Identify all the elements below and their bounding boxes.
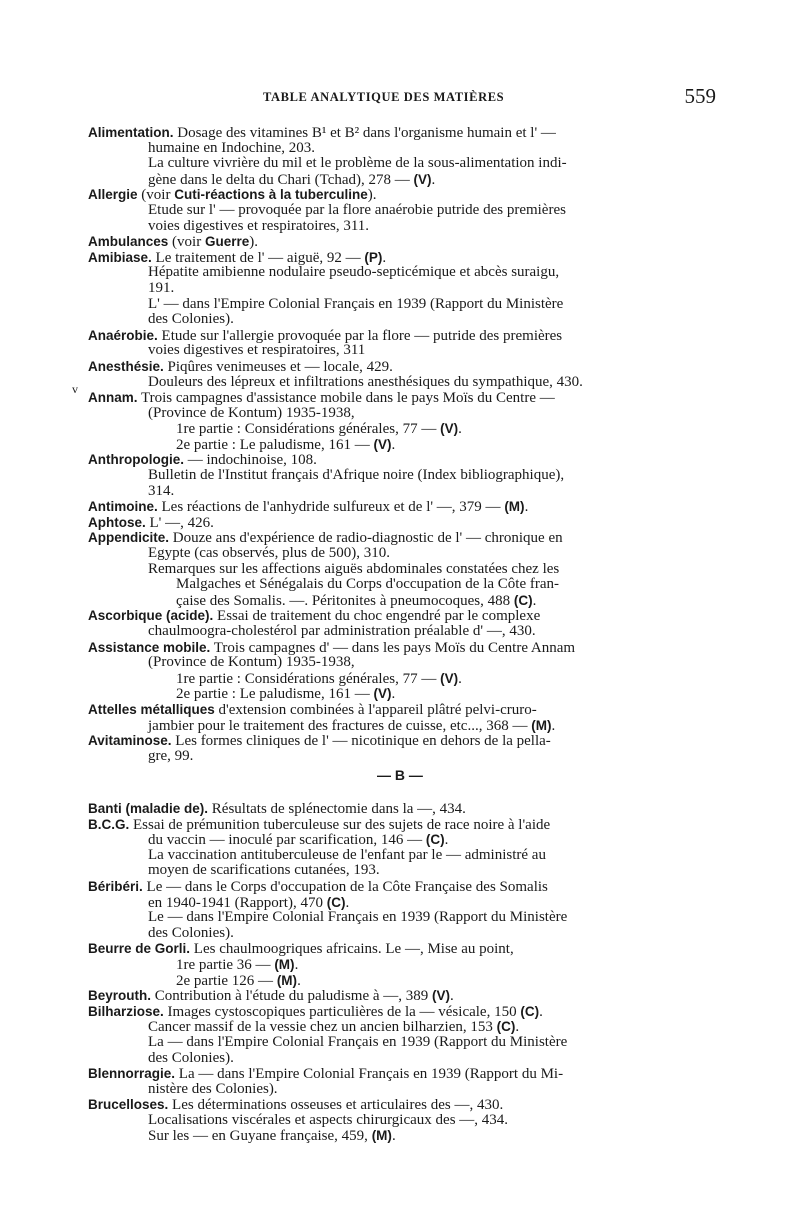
- index-entry-line: [0, 499, 800, 515]
- index-entry: [0, 608, 800, 639]
- entry-text: (voir: [137, 187, 175, 204]
- entry-text-end: ).: [367, 187, 377, 204]
- index-entry-line: [0, 863, 800, 879]
- entry-text: 2e partie 126 —: [176, 972, 277, 989]
- index-entry-heading: Anthropologie.: [88, 452, 184, 468]
- source-code-label: (C): [496, 1019, 516, 1035]
- source-code-label: Guerre: [204, 234, 250, 250]
- entry-text: nistère des Colonies).: [148, 1080, 278, 1097]
- entry-text: humaine en Indochine, 203.: [148, 139, 316, 156]
- source-code-label: (C): [425, 832, 445, 848]
- index-entry-line: [0, 546, 800, 562]
- index-entry-heading: Allergie: [88, 187, 138, 203]
- entry-text: en 1940-1941 (Rapport), 470: [148, 894, 327, 911]
- index-entry-line: [0, 515, 800, 531]
- source-code-label: (M): [274, 956, 295, 972]
- section-heading-b: — B —: [377, 767, 423, 783]
- index-entry-line: [0, 452, 800, 468]
- entry-text: Images cystoscopiques particulières de la — vésicale, 150: [163, 1003, 521, 1020]
- index-entry-line: [0, 608, 800, 624]
- index-entry-heading: Assistance mobile.: [88, 639, 211, 655]
- index-entry-line: [0, 1066, 800, 1082]
- index-entry-line: [0, 530, 800, 546]
- entry-text: du vaccin — inoculé par scarification, 146 —: [148, 832, 426, 849]
- index-entry: [0, 328, 800, 359]
- entry-text: (voir: [168, 234, 205, 251]
- index-entry-line: [0, 832, 800, 848]
- entry-text: 1re partie : Considérations générales, 77 —: [176, 421, 441, 438]
- entry-text-end: .: [297, 972, 301, 989]
- source-code-label: (V): [440, 670, 459, 686]
- entry-text: des Colonies).: [148, 311, 234, 328]
- index-entry-line: [0, 359, 800, 375]
- index-entry: [0, 702, 800, 733]
- index-entry-heading: Ambulances: [88, 234, 169, 250]
- index-entry-line: [0, 281, 800, 297]
- index-entry-line: [0, 941, 800, 957]
- entry-text: Résultats de splénectomie dans la —, 434.: [208, 801, 466, 817]
- index-entry-line: [0, 593, 800, 609]
- entry-text: La — dans l'Empire Colonial Français en 1939 (Rapport du Ministère: [148, 1033, 568, 1050]
- index-entry-line: [0, 468, 800, 484]
- entry-text-end: .: [458, 421, 462, 438]
- index-entry-line: [0, 624, 800, 640]
- index-entry-line: [0, 125, 800, 141]
- index-entry-heading: Amibiase.: [88, 249, 152, 265]
- index-entry-heading: Brucelloses.: [88, 1097, 169, 1113]
- entry-text: Localisations viscérales et aspects chirurgicaux des —, 434.: [148, 1111, 509, 1128]
- entry-text: 191.: [148, 279, 175, 296]
- entry-text: La — dans l'Empire Colonial Français en 1939 (Rapport du Mi-: [175, 1066, 564, 1083]
- entry-text-end: .: [431, 171, 436, 188]
- entry-text: des Colonies).: [148, 1049, 234, 1066]
- index-entry-heading: Bilharziose.: [88, 1003, 164, 1019]
- index-entry-line: [0, 203, 800, 219]
- index-entry-line: [0, 375, 800, 391]
- index-entry: [0, 817, 800, 879]
- index-entry-line: [0, 817, 800, 833]
- entry-text-end: .: [524, 499, 529, 516]
- margin-mark: v: [72, 382, 78, 396]
- entry-text: 314.: [148, 482, 175, 499]
- entry-text-end: .: [539, 1003, 543, 1020]
- source-code-label: (V): [373, 436, 392, 452]
- index-entry: [0, 187, 800, 234]
- entry-text: gre, 99.: [148, 747, 194, 764]
- index-entry-line: [0, 234, 800, 250]
- index-entry-line: [0, 926, 800, 942]
- index-entry-line: [0, 801, 800, 817]
- source-code-label: (C): [513, 592, 533, 608]
- entry-text: Le — dans l'Empire Colonial Français en 1939 (Rapport du Ministère: [148, 909, 568, 926]
- index-entry-line: [0, 1019, 800, 1035]
- source-code-label: (M): [371, 1128, 392, 1144]
- entry-text: chaulmoogra-cholestérol par administration préalable d' —, 430.: [148, 623, 536, 639]
- index-entry-heading: Anaérobie.: [88, 327, 158, 343]
- index-entry-line: [0, 671, 800, 687]
- entry-text: Bulletin de l'Institut français d'Afrique noire (Index bibliographique),: [148, 467, 565, 484]
- entry-text-end: .: [345, 894, 350, 911]
- entry-text: Essai de prémunition tuberculeuse sur des sujets de race noire à l'aide: [129, 816, 551, 833]
- entry-text: Piqûres venimeuses et — locale, 429.: [163, 358, 393, 375]
- entry-text: Hépatite amibienne nodulaire pseudo-septicémique et abcès suraigu,: [148, 264, 560, 281]
- entry-text: d'extension combinées à l'appareil plâtré pelvi-cruro-: [214, 701, 537, 718]
- entry-text: des Colonies).: [148, 924, 234, 941]
- index-entry-line: [0, 1082, 800, 1098]
- index-entry: [0, 359, 800, 390]
- index-entry-line: [0, 265, 800, 281]
- source-code-label: (M): [276, 972, 298, 988]
- entry-text: (Province de Kontum) 1935-1938,: [148, 654, 355, 671]
- section-a-entries: [0, 125, 800, 764]
- index-entry: [0, 941, 800, 988]
- entry-text: 1re partie : Considérations générales, 77 —: [176, 670, 441, 687]
- index-entry-line: [0, 879, 800, 895]
- source-code-label: (M): [531, 717, 552, 733]
- index-entry: [0, 879, 800, 941]
- index-entry: [0, 125, 800, 187]
- entry-text: 2e partie : Le paludisme, 161 —: [176, 686, 374, 703]
- index-entry-line: [0, 156, 800, 172]
- entry-text: Trois campagnes d'assistance mobile dans le pays Moïs du Centre —: [137, 390, 555, 407]
- entry-text-end: .: [391, 1128, 396, 1145]
- entry-text: voies digestives et respiratoires, 311.: [148, 217, 370, 234]
- entry-text: Cancer massif de la vessie chez un ancien bilharzien, 153: [148, 1019, 497, 1036]
- entry-text: Les réactions de l'anhydride sulfureux et de l' —, 379 —: [157, 499, 505, 516]
- entry-text: çaise des Somalis. —. Péritonites à pneumocoques, 488: [176, 592, 514, 609]
- index-entry-line: [0, 1035, 800, 1051]
- index-entry-heading: Alimentation.: [88, 125, 174, 140]
- index-entry-line: [0, 141, 800, 157]
- source-code-label: Cuti-réactions à la tuberculine: [174, 187, 368, 203]
- entry-text: Le traitement de l' — aiguë, 92 —: [151, 249, 365, 266]
- index-entry-line: [0, 437, 800, 453]
- index-entry-heading: Beyrouth.: [88, 988, 152, 1004]
- entry-text-end: .: [515, 1019, 520, 1036]
- entry-text-end: ).: [249, 234, 258, 251]
- source-code-label: (V): [432, 988, 451, 1004]
- index-entry-line: [0, 973, 800, 989]
- index-entry-line: [0, 312, 800, 328]
- index-entry-heading: Ascorbique (acide).: [88, 608, 214, 624]
- index-entry-line: [0, 640, 800, 656]
- entry-text-end: .: [444, 832, 449, 849]
- entry-text: Le — dans le Corps d'occupation de la Côte Française des Somalis: [142, 878, 548, 895]
- index-entry: [0, 530, 800, 608]
- index-entry-heading: Anesthésie.: [88, 358, 164, 374]
- index-entry-line: [0, 172, 800, 188]
- index-entry-heading: Aphtose.: [88, 514, 146, 530]
- index-entry: [0, 250, 800, 328]
- index-entry: [0, 801, 800, 817]
- source-code-label: (V): [440, 421, 459, 437]
- index-entry-line: [0, 421, 800, 437]
- entry-text: moyen de scarifications cutanées, 193.: [148, 862, 380, 879]
- index-entry-line: [0, 1113, 800, 1129]
- entry-text-end: .: [391, 436, 396, 453]
- index-entry-line: [0, 655, 800, 671]
- entry-text: L' —, 426.: [145, 514, 214, 531]
- index-entry-line: [0, 686, 800, 702]
- index-entry-line: [0, 749, 800, 765]
- index-entry-heading: Blennorragie.: [88, 1066, 176, 1082]
- index-entry: [0, 733, 800, 764]
- index-entry-line: [0, 988, 800, 1004]
- index-entry: [0, 640, 800, 702]
- index-entry-line: [0, 895, 800, 911]
- entry-text: voies digestives et respiratoires, 311: [148, 342, 366, 359]
- source-code-label: (V): [373, 686, 392, 702]
- entry-text-end: .: [458, 670, 462, 687]
- index-entry-heading: Beurre de Gorli.: [88, 941, 191, 957]
- index-entry-line: [0, 910, 800, 926]
- entry-text: Trois campagnes d' — dans les pays Moïs du Centre Annam: [210, 639, 576, 656]
- entry-text: Les chaulmoogriques africains. Le —, Mise au point,: [190, 941, 514, 958]
- entry-text-end: .: [382, 249, 387, 266]
- entry-text-end: .: [551, 717, 556, 734]
- index-entry: [0, 1097, 800, 1144]
- index-entry-line: [0, 957, 800, 973]
- index-entry-heading: B.C.G.: [88, 816, 130, 832]
- entry-text: gène dans le delta du Chari (Tchad), 278 —: [148, 171, 414, 188]
- index-entry-line: [0, 250, 800, 266]
- index-entry-heading: Antimoine.: [88, 499, 158, 515]
- page-number: 559: [684, 84, 716, 108]
- entry-text: Malgaches et Sénégalais du Corps d'occupation de la Côte fran-: [176, 576, 559, 593]
- index-entry-heading: Attelles métalliques: [88, 701, 215, 717]
- index-entry: [0, 234, 800, 250]
- source-code-label: (C): [520, 1003, 540, 1019]
- entry-text: Les formes cliniques de l' — nicotinique en dehors de la pella-: [171, 733, 551, 750]
- index-entry-line: [0, 1097, 800, 1113]
- index-entry-line: [0, 187, 800, 203]
- running-title: TABLE ANALYTIQUE DES MATIÈRES: [263, 90, 505, 104]
- section-b-entries: [0, 801, 800, 1144]
- entry-text: La vaccination antituberculeuse de l'enfant par le — administré au: [148, 846, 546, 863]
- entry-text: — indochinoise, 108.: [183, 452, 317, 469]
- index-entry: [0, 452, 800, 499]
- entry-text: Les déterminations osseuses et articulaires des —, 430.: [168, 1097, 504, 1114]
- entry-text: Douze ans d'expérience de radio-diagnostic de l' — chronique en: [169, 530, 563, 547]
- entry-text: Etude sur l'allergie provoquée par la flore — putride des premières: [157, 327, 563, 344]
- entry-text-end: .: [391, 686, 396, 703]
- entry-text: jambier pour le traitement des fractures de cuisse, etc..., 368 —: [148, 717, 532, 734]
- entry-text: Remarques sur les affections aiguës abdominales constatées chez les: [148, 560, 560, 577]
- source-code-label: (P): [364, 249, 383, 265]
- source-code-label: (V): [413, 171, 432, 187]
- index-entry-line: [0, 848, 800, 864]
- index-entry-heading: Appendicite.: [88, 530, 170, 546]
- index-entry-heading: Avitaminose.: [88, 733, 172, 749]
- index-entry-heading: Béribéri.: [88, 878, 143, 894]
- entry-text: Douleurs des lépreux et infiltrations anesthésiques du sympathique, 430.: [148, 373, 583, 390]
- index-entry-line: [0, 1004, 800, 1020]
- index-entry-heading: Banti (maladie de).: [88, 801, 209, 816]
- entry-text: 1re partie 36 —: [176, 956, 275, 973]
- index-entry: [0, 390, 800, 452]
- index-entry: [0, 1004, 800, 1066]
- index-entry-line: [0, 1051, 800, 1067]
- source-code-label: (M): [504, 499, 525, 515]
- entry-text: (Province de Kontum) 1935-1938,: [148, 404, 355, 421]
- entry-text: Contribution à l'étude du paludisme à —, 389: [151, 988, 433, 1005]
- index-entry-line: [0, 733, 800, 749]
- index-entry-line: [0, 484, 800, 500]
- entry-text-end: .: [450, 988, 454, 1005]
- entry-text: La culture vivrière du mil et le problème de la sous-alimentation indi-: [148, 155, 567, 172]
- index-entry: [0, 499, 800, 515]
- entry-text-end: .: [532, 592, 537, 609]
- index-entry-line: [0, 297, 800, 313]
- index-entry-line: [0, 562, 800, 578]
- entry-text: Egypte (cas observés, plus de 500), 310.: [148, 545, 391, 562]
- entry-text: Etude sur l' — provoquée par la flore anaérobie putride des premières: [148, 201, 566, 218]
- entry-text: Essai de traitement du choc engendré par le complexe: [213, 608, 541, 625]
- page-header: [88, 84, 716, 114]
- index-entry: [0, 988, 800, 1004]
- index-entry-line: [0, 328, 800, 344]
- index-entry-line: [0, 1128, 800, 1144]
- entry-text-end: .: [294, 956, 299, 973]
- index-entry-heading: Annam.: [88, 390, 138, 406]
- index-entry: [0, 1066, 800, 1097]
- index-entry-line: [0, 718, 800, 734]
- index-entry-line: [0, 577, 800, 593]
- index-entry-line: [0, 406, 800, 422]
- entry-text: L' — dans l'Empire Colonial Français en 1939 (Rapport du Ministère: [148, 295, 564, 312]
- index-entry: [0, 515, 800, 531]
- index-entry-line: [0, 702, 800, 718]
- source-code-label: (C): [326, 894, 346, 910]
- index-entry-line: [0, 343, 800, 359]
- entry-text: Dosage des vitamines B¹ et B² dans l'organisme humain et l' —: [173, 125, 556, 141]
- entry-text: 2e partie : Le paludisme, 161 —: [176, 436, 374, 453]
- index-entry-line: [0, 219, 800, 235]
- entry-text: Sur les — en Guyane française, 459,: [148, 1128, 372, 1145]
- index-entry-line: [0, 390, 800, 406]
